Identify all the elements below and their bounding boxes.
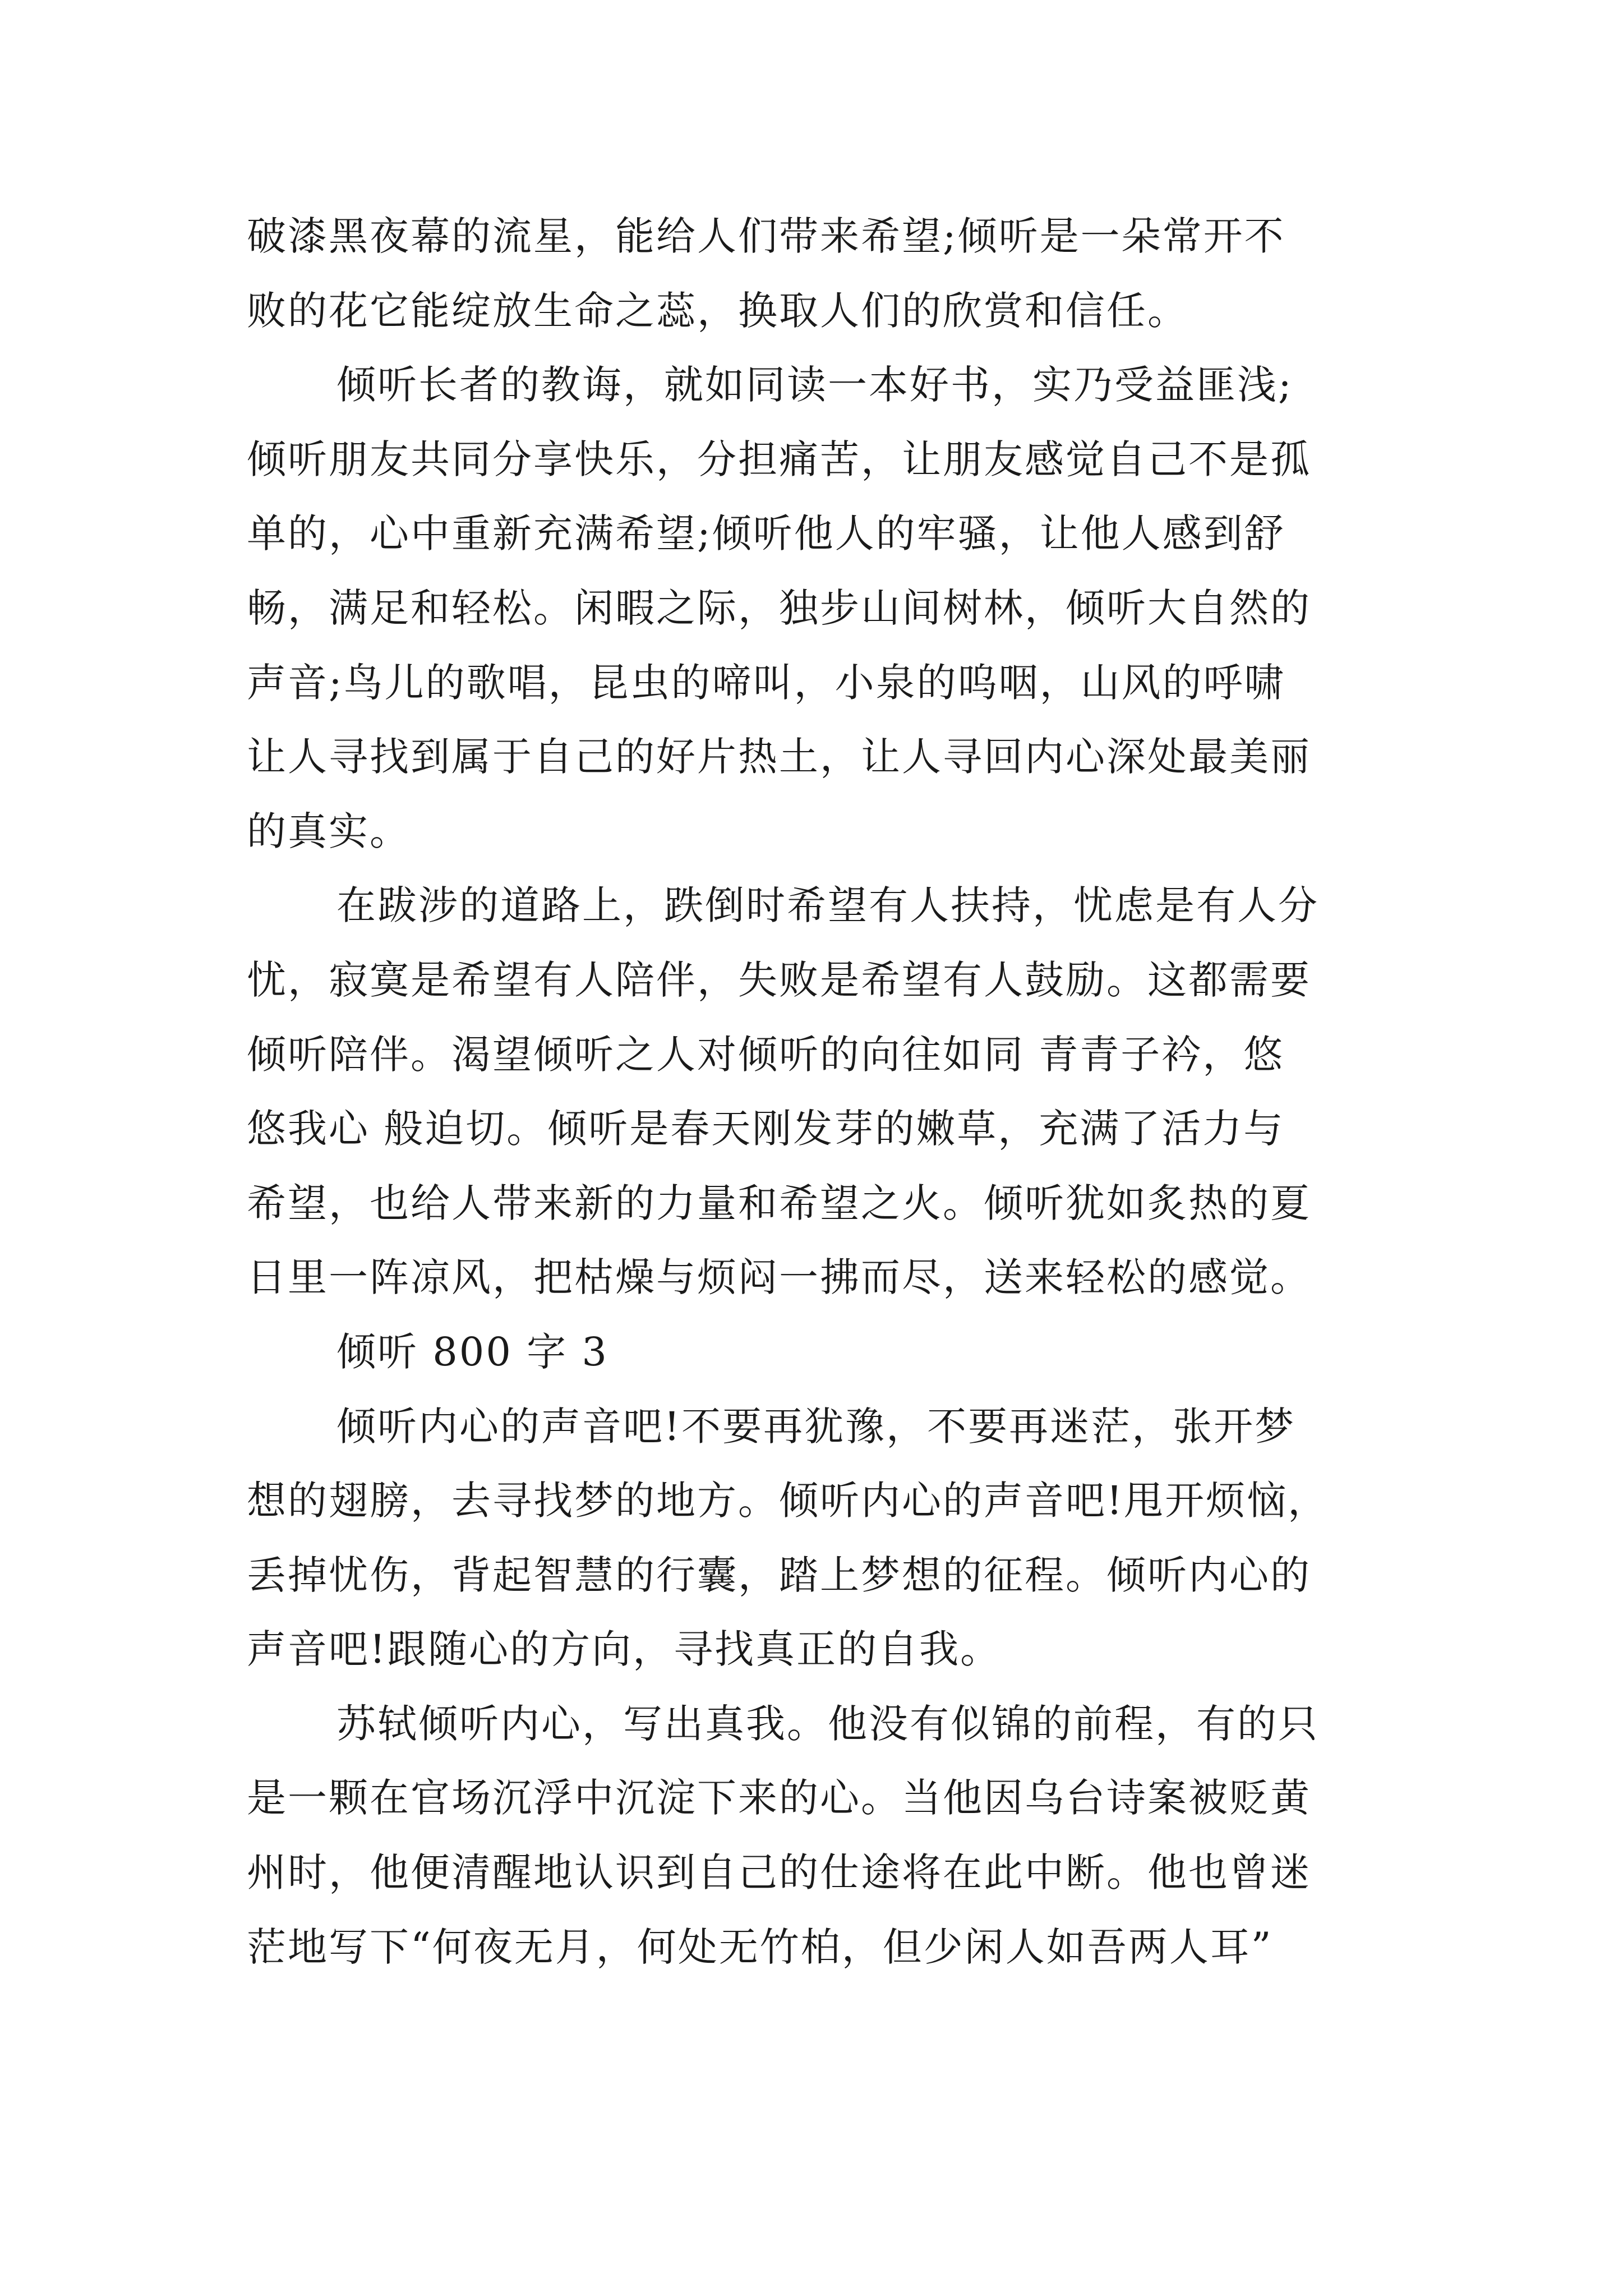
text-line: 倾听长者的教诲，就如同读一本好书，实乃受益匪浅;	[336, 362, 1293, 408]
text-line: 倾听朋友共同分享快乐，分担痛苦，让朋友感觉自己不是孤	[247, 436, 1311, 482]
text-line: 声音;鸟儿的歌唱，昆虫的啼叫，小泉的呜咽，山风的呼啸	[247, 659, 1285, 706]
text-line: 悠我心 般迫切。倾听是春天刚发芽的嫩草，充满了活力与	[247, 1106, 1285, 1152]
body-text	[247, 199, 1402, 1984]
text-line: 忧，寂寞是希望有人陪伴，失败是希望有人鼓励。这都需要	[247, 956, 1311, 1003]
text-line: 想的翅膀，去寻找梦的地方。倾听内心的声音吧!甩开烦恼，	[247, 1478, 1329, 1524]
text-line: 茫地写下“何夜无月，何处无竹柏，但少闲人如吾两人耳”	[247, 1924, 1273, 1970]
text-line: 破漆黑夜幕的流星，能给人们带来希望;倾听是一朵常开不	[247, 213, 1285, 259]
text-line: 州时，他便清醒地认识到自己的仕途将在此中断。他也曾迷	[247, 1849, 1311, 1896]
section-heading: 倾听 800 字 3	[336, 1328, 608, 1375]
text-line: 丢掉忧伤，背起智慧的行囊，踏上梦想的征程。倾听内心的	[247, 1552, 1311, 1598]
text-line: 希望，也给人带来新的力量和希望之火。倾听犹如炙热的夏	[247, 1180, 1311, 1226]
text-line: 畅，满足和轻松。闲暇之际，独步山间树林，倾听大自然的	[247, 585, 1311, 631]
text-line: 倾听陪伴。渴望倾听之人对倾听的向往如同 青青子衿，悠	[247, 1031, 1285, 1078]
text-line: 单的，心中重新充满希望;倾听他人的牢骚，让他人感到舒	[247, 510, 1285, 557]
text-line: 让人寻找到属于自己的好片热土，让人寻回内心深处最美丽	[247, 734, 1311, 780]
text-line: 是一颗在官场沉浮中沉淀下来的心。当他因乌台诗案被贬黄	[247, 1775, 1311, 1821]
text-line: 声音吧!跟随心的方向，寻找真正的自我。	[247, 1626, 1002, 1673]
text-line: 在跋涉的道路上，跌倒时希望有人扶持，忧虑是有人分	[336, 882, 1319, 929]
text-line: 苏轼倾听内心，写出真我。他没有似锦的前程，有的只	[336, 1700, 1319, 1747]
text-line: 倾听内心的声音吧!不要再犹豫，不要再迷茫，张开梦	[336, 1403, 1296, 1450]
text-line: 败的花它能绽放生命之蕊，换取人们的欣赏和信任。	[247, 287, 1188, 334]
text-line: 的真实。	[247, 808, 411, 854]
text-line: 日里一阵凉风，把枯燥与烦闷一拂而尽，送来轻松的感觉。	[247, 1254, 1311, 1301]
